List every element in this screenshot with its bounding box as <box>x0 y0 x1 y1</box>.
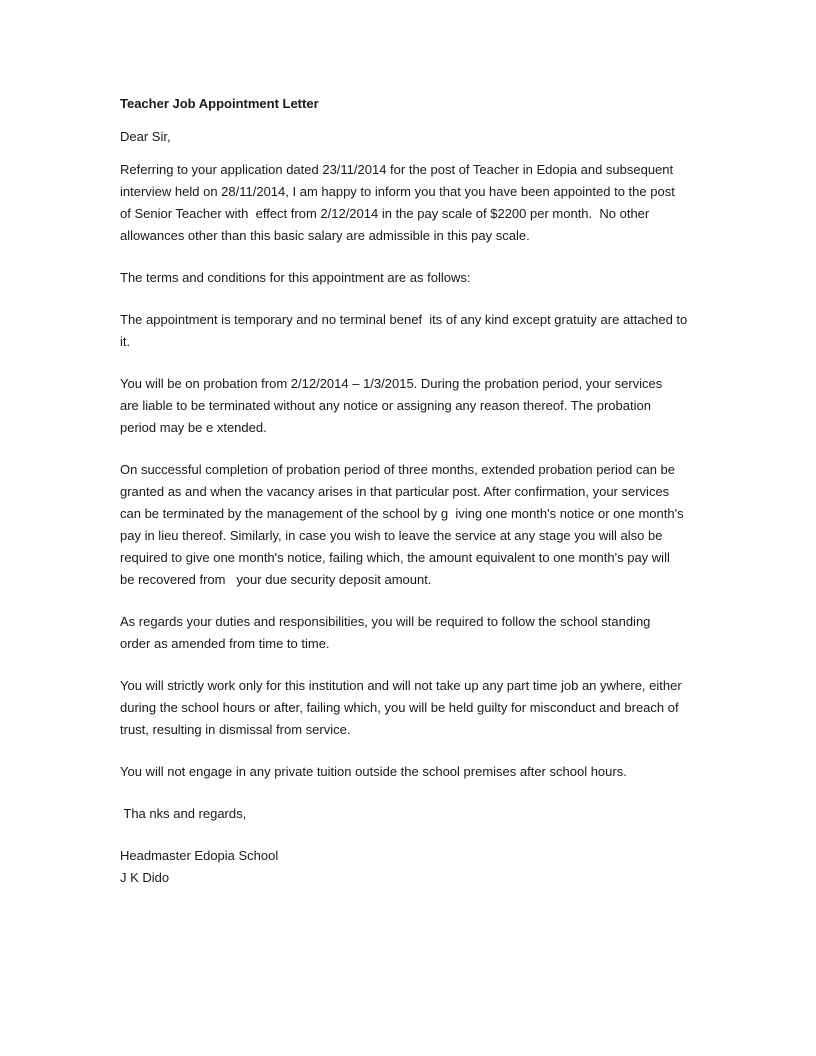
paragraph-line: On successful completion of probation period of three months, extended probation period can be <box>120 462 676 477</box>
paragraph-line: interview held on 28/11/2014, I am happy to inform you that you have been appointed to the post <box>120 184 675 199</box>
paragraph-line: You will be on probation from 2/12/2014 – 1/3/2015. During the probation period, your services <box>120 376 663 391</box>
paragraph-line: pay in lieu thereof. Similarly, in case you wish to leave the service at any stage you will also be <box>120 528 663 543</box>
paragraph-line: As regards your duties and responsibilities, you will be required to follow the school standing <box>120 614 651 629</box>
signature-name: J K Dido <box>120 870 170 885</box>
paragraph-line: You will not engage in any private tuition outside the school premises after school hours. <box>120 764 627 779</box>
signature-block <box>120 845 720 889</box>
paragraph-line: The appointment is temporary and no terminal benef its of any kind except gratuity are attached to <box>120 312 688 327</box>
salutation-text: Dear Sir, <box>120 129 171 144</box>
paragraph-tuition <box>120 761 720 783</box>
paragraph-line: trust, resulting in dismissal from service. <box>120 722 351 737</box>
paragraph-line: be recovered from your due security deposit amount. <box>120 572 432 587</box>
paragraph-line: of Senior Teacher with effect from 2/12/2014 in the pay scale of $2200 per month. No other <box>120 206 650 221</box>
signature-position: Headmaster Edopia School <box>120 848 279 863</box>
letter-title: Teacher Job Appointment Letter <box>120 96 319 111</box>
paragraph-temporary <box>120 309 720 353</box>
paragraph-confirmation <box>120 459 720 591</box>
paragraph-line: Referring to your application dated 23/11/2014 for the post of Teacher in Edopia and subsequent <box>120 162 674 177</box>
letter-body <box>120 93 720 889</box>
closing-text: Tha nks and regards, <box>120 806 247 821</box>
paragraph-line: can be terminated by the management of the school by g iving one month's notice or one month's <box>120 506 684 521</box>
paragraph-line: period may be e xtended. <box>120 420 267 435</box>
paragraph-line: order as amended from time to time. <box>120 636 330 651</box>
paragraph-terms-intro <box>120 267 720 289</box>
paragraph-line: during the school hours or after, failing which, you will be held guilty for misconduct and breach of <box>120 700 679 715</box>
paragraph-line: granted as and when the vacancy arises in that particular post. After confirmation, your services <box>120 484 670 499</box>
closing <box>120 803 720 825</box>
salutation <box>120 126 720 148</box>
paragraph-line: You will strictly work only for this institution and will not take up any part time job an ywhere, either <box>120 678 682 693</box>
paragraph-line: The terms and conditions for this appointment are as follows: <box>120 270 471 285</box>
paragraph-line: it. <box>120 334 131 349</box>
paragraph-line: are liable to be terminated without any notice or assigning any reason thereof. The probation <box>120 398 651 413</box>
paragraph-duties <box>120 611 720 655</box>
paragraph-exclusivity <box>120 675 720 741</box>
paragraph-line: allowances other than this basic salary are admissible in this pay scale. <box>120 228 530 243</box>
paragraph-probation <box>120 373 720 439</box>
paragraph-application <box>120 159 720 247</box>
paragraph-line: required to give one month's notice, failing which, the amount equivalent to one month's pay will <box>120 550 670 565</box>
